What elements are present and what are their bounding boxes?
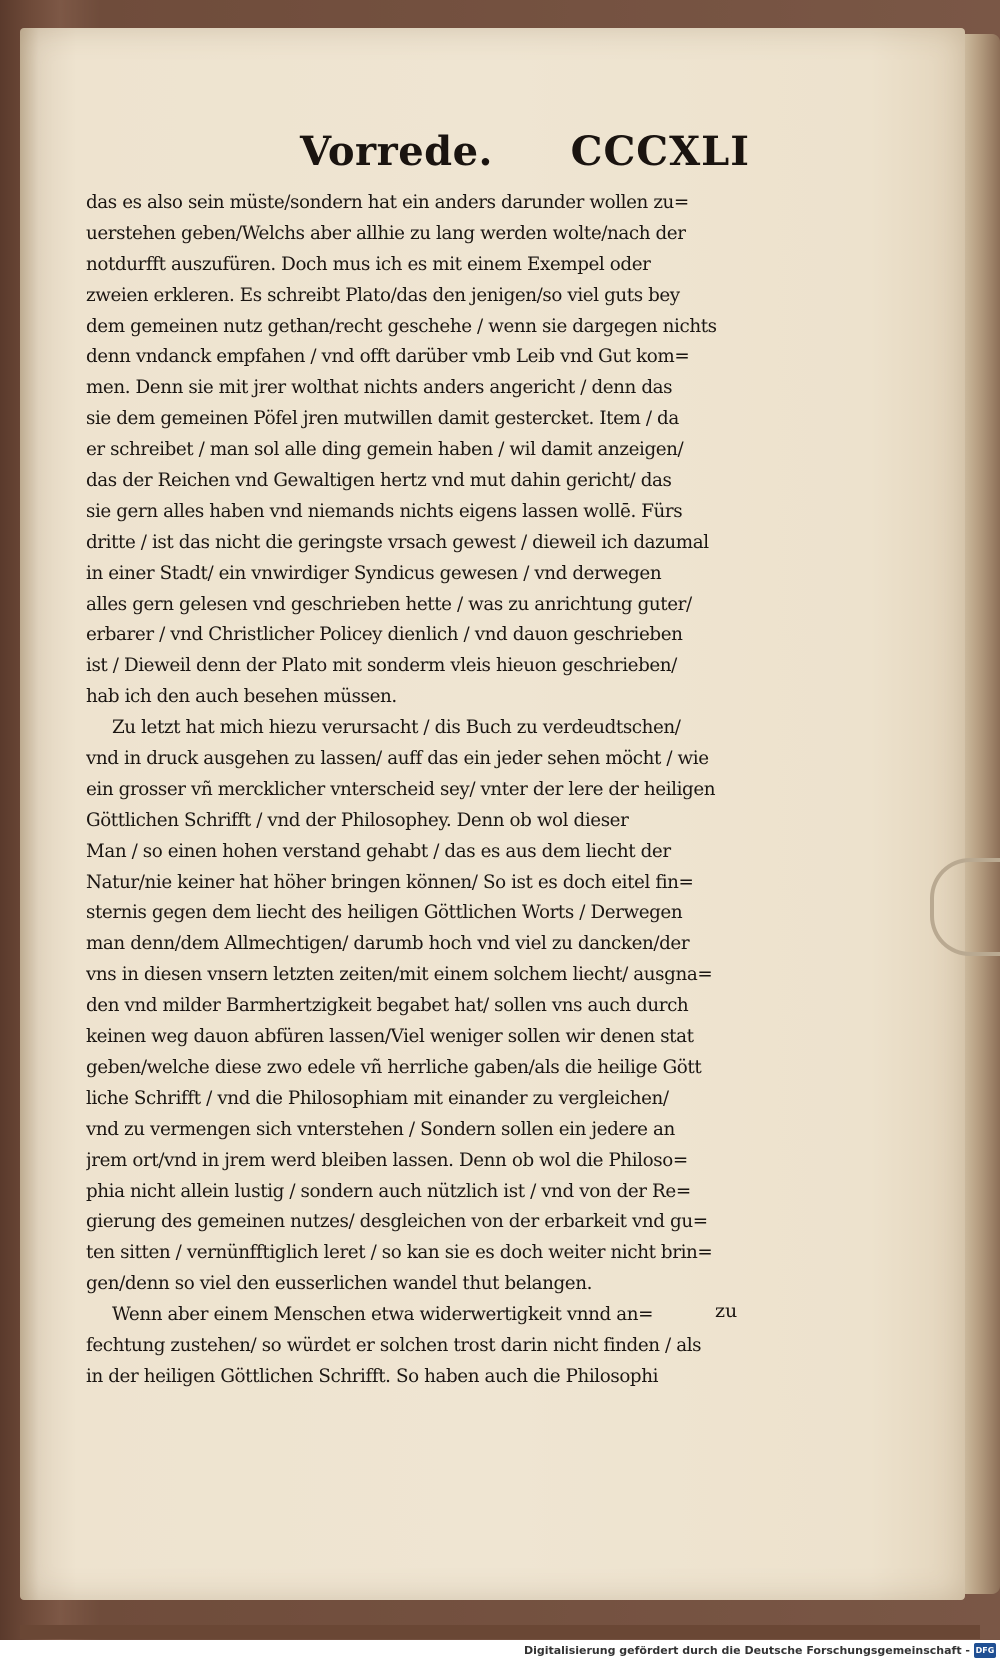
text-line: gen/denn so viel den eusserlichen wandel thut belangen. (86, 1273, 593, 1295)
text-line: das es also sein müste/sondern hat ein anders darunder wollen zu= (86, 192, 689, 213)
text-line: zweien erkleren. Es schreibt Plato/das den jenigen/so viel guts bey (86, 284, 680, 306)
text-line: uerstehen geben/Welchs aber allhie zu lang werden wolte/nach der (86, 222, 686, 244)
text-line: er schreibet / man sol alle ding gemein haben / wil damit anzeigen/ (86, 439, 684, 461)
text-line: alles gern gelesen vnd geschrieben hette / was zu anrichtung guter/ (86, 593, 692, 615)
text-line: vnd in druck ausgehen zu lassen/ auff das ein jeder sehen möcht / wie (86, 748, 709, 770)
text-line: in der heiligen Göttlichen Schrifft. So haben auch die Philosophi (86, 1365, 659, 1387)
text-line: geben/welche diese zwo edele vñ herrliche gaben/als die heilige Gött (86, 1056, 702, 1078)
page-bottom-edge (20, 1625, 980, 1639)
text-line: keinen weg dauon abfüren lassen/Viel weniger sollen wir denen stat (86, 1026, 694, 1048)
text-line: hab ich den auch besehen müssen. (86, 686, 397, 708)
text-line: ist / Dieweil denn der Plato mit sonderm vleis hieuon geschrieben/ (86, 655, 677, 677)
catchword: zu (715, 1300, 738, 1322)
text-line: vns in diesen vnsern letzten zeiten/mit einem solchem liecht/ ausgna= (86, 964, 713, 986)
text-line: gierung des gemeinen nutzes/ desgleichen von der erbarkeit vnd gu= (86, 1211, 708, 1233)
text-line: liche Schrifft / vnd die Philosophiam mit einander zu vergleichen/ (86, 1087, 669, 1109)
text-line: vnd zu vermengen sich vnterstehen / Sondern sollen ein jedere an (86, 1118, 675, 1140)
text-line: Zu letzt hat mich hiezu verursacht / dis Buch zu verdeudtschen/ (112, 717, 681, 739)
text-line: in einer Stadt/ ein vnwirdiger Syndicus gewesen / vnd derwegen (86, 562, 662, 584)
text-line: Natur/nie keiner hat höher bringen können/ So ist es doch eitel fin= (86, 871, 694, 893)
running-head: Vorrede. (300, 128, 493, 175)
dfg-logo-icon: DFG (974, 1643, 996, 1658)
text-line: ten sitten / vernünfftiglich leret / so kan sie es doch weiter nicht brin= (86, 1242, 713, 1264)
text-line: Wenn aber einem Menschen etwa widerwertigkeit vnnd an= (112, 1304, 654, 1326)
text-line: jrem ort/vnd in jrem werd bleiben lassen. Denn ob wol die Philoso= (86, 1149, 688, 1171)
footer-bar (0, 1640, 1000, 1665)
text-line: notdurfft auszufüren. Doch mus ich es mit einem Exempel oder (86, 253, 651, 275)
text-line: erbarer / vnd Christlicher Policey dienlich / vnd dauon geschrieben (86, 624, 683, 646)
text-line: das der Reichen vnd Gewaltigen hertz vnd mut dahin gericht/ das (86, 470, 672, 492)
page-clip (930, 858, 1000, 956)
folio-number: CCCXLI (570, 128, 750, 175)
text-line: dem gemeinen nutz gethan/recht geschehe / wenn sie dargegen nichts (86, 315, 717, 337)
text-line: Man / so einen hohen verstand gehabt / das es aus dem liecht der (86, 840, 671, 862)
book-page (20, 28, 965, 1600)
text-line: sternis gegen dem liecht des heiligen Göttlichen Worts / Derwegen (86, 902, 683, 924)
text-line: fechtung zustehen/ so würdet er solchen trost darin nicht finden / als (86, 1334, 702, 1356)
text-line: denn vndanck empfahen / vnd offt darüber vmb Leib vnd Gut kom= (86, 346, 690, 368)
text-line: men. Denn sie mit jrer wolthat nichts anders angericht / denn das (86, 377, 673, 399)
text-line: sie dem gemeinen Pöfel jren mutwillen damit gestercket. Item / da (86, 408, 679, 430)
body-text (86, 188, 750, 1393)
text-line: sie gern alles haben vnd niemands nichts eigens lassen wollē. Fürs (86, 500, 683, 522)
text-line: den vnd milder Barmhertzigkeit begabet hat/ sollen vns auch durch (86, 995, 689, 1017)
text-line: ein grosser vñ mercklicher vnterscheid sey/ vnter der lere der heiligen (86, 778, 716, 800)
text-line: man denn/dem Allmechtigen/ darumb hoch vnd viel zu dancken/der (86, 933, 690, 955)
text-line: dritte / ist das nicht die geringste vrsach gewest / dieweil ich dazumal (86, 531, 709, 553)
text-line: phia nicht allein lustig / sondern auch nützlich ist / vnd von der Re= (86, 1180, 691, 1202)
page-header (300, 128, 750, 178)
text-line: Göttlichen Schrifft / vnd der Philosophey. Denn ob wol dieser (86, 809, 629, 831)
footer-credit: Digitalisierung gefördert durch die Deutsche Forschungsgemeinschaft - (523, 1644, 970, 1657)
